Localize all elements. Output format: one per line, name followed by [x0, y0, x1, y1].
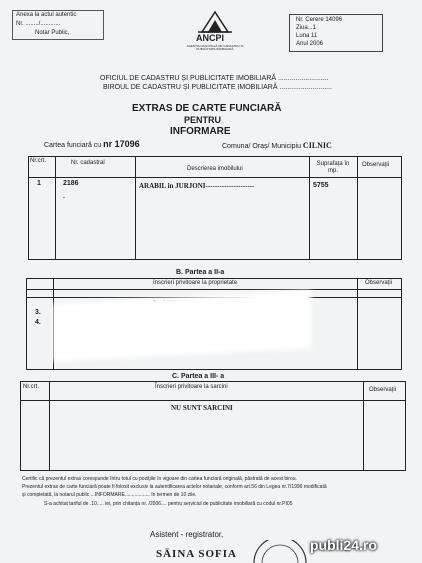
footer-line-3: și completată, la notarul public ...INFORMARE.................. în termen de 10 zile.: [22, 492, 197, 498]
request-number: Nr. Cerere 14096: [296, 17, 343, 23]
watermark: publi24.ro: [310, 537, 377, 553]
encumbrance-header: Înscrieri privitoare la sarcini: [155, 384, 228, 390]
ownership-header: Înscrieri privitoare la proprietate: [153, 280, 238, 286]
registrar-name: SÄINA SOFIA: [156, 548, 237, 560]
footer-line-2: Prezentul extras de carte funciară poate fi folosit exclusiv la autentificarea actelor notariale, conform art.56 din Legea nr.7/1996 modificată: [22, 484, 327, 490]
stamp-line-3: Notar Public,: [35, 30, 70, 36]
row-dot: .: [63, 193, 65, 200]
row-descriere: ARABIL in JURJONI---------------------: [139, 182, 255, 190]
property-table: [28, 156, 402, 260]
cf-line: [44, 139, 140, 149]
row-cadastral: 2186: [63, 180, 79, 187]
doc-title-2: PENTRU: [184, 115, 222, 125]
cf-label: Cartea funciară cu: [44, 142, 104, 149]
office-line-2: BIROUL DE CADASTRU ȘI PUBLICITATE IMOBILIARĂ ...........................: [103, 84, 332, 91]
doc-title-3: INFORMARE: [170, 126, 231, 137]
logo-subtitle: AGENȚIA NAȚIONALĂ DE CADASTRU ȘI PUBLICITATE IMOBILIARĂ: [186, 44, 244, 51]
notary-stamp: [12, 10, 104, 40]
request-box: [289, 14, 383, 52]
encumbrance-table: [20, 381, 406, 471]
encumbrance-entry: NU SUNT SARCINI: [171, 404, 233, 412]
office-line-1: OFICIUL DE CADASTRU ȘI PUBLICITATE IMOBILIARĂ ..........................: [100, 75, 329, 82]
encumbrance-nr: Nr.crt.: [23, 384, 39, 390]
stamp-line-2: Nr. ......../............: [16, 21, 61, 27]
locality-name: CILNIC: [302, 141, 332, 150]
registrar-title: Asistent - registrator,: [150, 530, 224, 539]
stamp-line-1: Anexa la actul autentic: [16, 12, 77, 18]
footer-line-4: S-a achitat tariful de .10..... lei, prin chitanța nr. /2006.... pentru serviciul de publicitate imobiliară cu codul nr.PI05: [44, 501, 293, 507]
ancpi-emblem-icon: [190, 10, 240, 34]
locality-label: Comuna/ Oraș/ Municipiu: [222, 143, 303, 150]
row-suprafata: 5755: [313, 182, 329, 189]
col-descriere: Descrierea imobilului: [187, 166, 243, 172]
encumbrance-obs: Observații: [369, 387, 397, 393]
ancpi-logo: [186, 10, 244, 56]
redaction-blur: [57, 294, 307, 357]
request-month: Luna 11: [296, 33, 318, 39]
col-nr-crt: Nr.crt.: [30, 158, 46, 164]
ownership-table: [26, 278, 402, 370]
official-seal-icon: [250, 540, 310, 563]
request-year: Anul 2006: [296, 41, 324, 47]
doc-title: EXTRAS DE CARTE FUNCIARĂ: [132, 103, 282, 114]
logo-name: ANCPI: [196, 33, 225, 43]
section-c-title: C. Partea a III- a: [172, 373, 225, 380]
request-day: Ziua...1: [296, 25, 317, 31]
ownership-row-4: 4.: [35, 319, 41, 326]
section-b-title: B. Partea a II-a: [176, 269, 225, 276]
col-suprafata: Suprafața în mp.: [316, 161, 350, 174]
locality-line: [222, 141, 332, 150]
ownership-row-3: 3.: [35, 309, 41, 316]
cf-number: nr 17096: [103, 139, 140, 149]
ownership-obs: Observații: [365, 280, 393, 286]
row-nr: 1: [37, 180, 41, 187]
footer-line-1: Certific că prezentul extras corespunde întru totul cu pozițiile în vigoare din cartea funciară originală, păstrată de acest birou.: [22, 476, 297, 482]
col-observatii: Observații: [362, 162, 390, 168]
col-nr-cadastral: Nr. cadastral: [71, 160, 105, 166]
